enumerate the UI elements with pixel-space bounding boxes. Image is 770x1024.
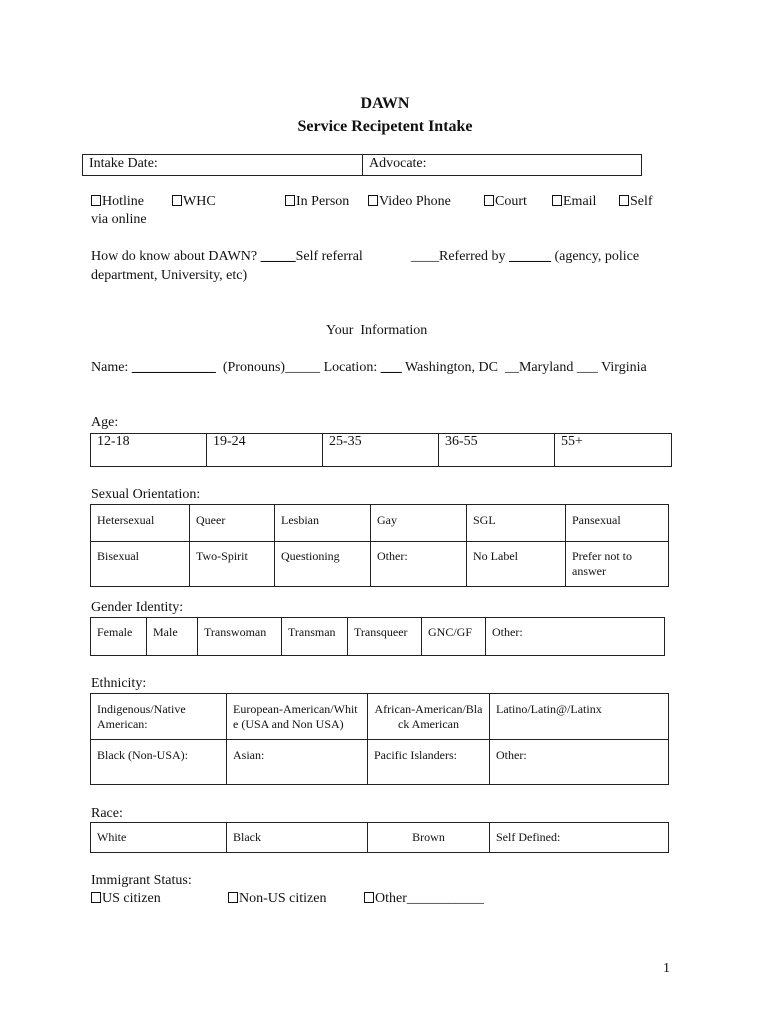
- gender-option[interactable]: Transman: [282, 618, 348, 656]
- race-option[interactable]: White: [91, 823, 227, 853]
- gender-option[interactable]: Female: [91, 618, 147, 656]
- maryland-option[interactable]: __Maryland: [504, 360, 574, 375]
- race-table: [90, 822, 669, 853]
- checkbox-icon: [91, 892, 101, 903]
- virginia-blank[interactable]: ___: [576, 360, 598, 375]
- orientation-option[interactable]: Other:: [371, 542, 467, 587]
- orientation-option[interactable]: Gay: [371, 505, 467, 542]
- intake-date-field[interactable]: [83, 155, 363, 176]
- checkbox-hotline[interactable]: Hotline: [91, 194, 144, 210]
- gender-option[interactable]: Male: [147, 618, 198, 656]
- checkbox-icon: [484, 195, 494, 206]
- orientation-option[interactable]: SGL: [467, 505, 566, 542]
- orientation-option[interactable]: Prefer not to answer: [566, 542, 669, 587]
- ethnicity-option[interactable]: Latino/Latin@/Latinx: [490, 694, 669, 740]
- name-location-line: Name: ____________ (Pronouns)_____ Location: ___ Washington, DC __Maryland ___ Virginia: [91, 360, 647, 375]
- orientation-option[interactable]: No Label: [467, 542, 566, 587]
- via-online-text: via online: [91, 212, 147, 227]
- ethnicity-option[interactable]: Indigenous/Native American:: [91, 694, 227, 740]
- checkbox-icon: [364, 892, 374, 903]
- ethnicity-option[interactable]: European-American/White (USA and Non USA): [227, 694, 368, 740]
- page-number: 1: [663, 961, 670, 976]
- age-label: Age:: [91, 415, 119, 430]
- gender-option[interactable]: Other:: [486, 618, 665, 656]
- org-name: DAWN: [360, 95, 410, 112]
- race-option[interactable]: Self Defined:: [490, 823, 669, 853]
- pronouns-field[interactable]: (Pronouns)_____: [222, 360, 321, 375]
- age-option[interactable]: 12-18: [91, 434, 207, 467]
- race-option[interactable]: Black: [227, 823, 368, 853]
- advocate-label: Advocate:: [369, 156, 427, 171]
- gender-identity-table: [90, 617, 665, 656]
- orientation-option[interactable]: Two-Spirit: [190, 542, 275, 587]
- ethnicity-label: Ethnicity:: [91, 676, 147, 691]
- sexual-orientation-label: Sexual Orientation:: [91, 487, 201, 502]
- name-blank[interactable]: ____________: [131, 360, 216, 375]
- referred-by-line: ____Referred by ______ (agency, police: [411, 249, 640, 264]
- checkbox-whc[interactable]: WHC: [172, 194, 216, 210]
- washington-blank[interactable]: ___: [380, 360, 402, 375]
- checkbox-in-person[interactable]: In Person: [285, 194, 349, 210]
- immigrant-status-label: Immigrant Status:: [91, 873, 192, 888]
- orientation-option[interactable]: Lesbian: [275, 505, 371, 542]
- agency-blank[interactable]: ______: [508, 249, 551, 264]
- gender-identity-label: Gender Identity:: [91, 600, 184, 615]
- checkbox-icon: [285, 195, 295, 206]
- checkbox-non-us-citizen[interactable]: Non-US citizen: [228, 891, 326, 907]
- race-option[interactable]: Brown: [368, 823, 490, 853]
- orientation-option[interactable]: Queer: [190, 505, 275, 542]
- age-option[interactable]: 19-24: [207, 434, 323, 467]
- ethnicity-option[interactable]: Black (Non-USA):: [91, 740, 227, 785]
- ethnicity-table: [90, 693, 669, 785]
- gender-option[interactable]: GNC/GF: [422, 618, 486, 656]
- checkbox-other-status[interactable]: Other___________: [364, 891, 484, 907]
- ethnicity-option[interactable]: Asian:: [227, 740, 368, 785]
- checkbox-icon: [619, 195, 629, 206]
- intake-table: [82, 154, 642, 176]
- checkbox-us-citizen[interactable]: US citizen: [91, 891, 161, 907]
- orientation-option[interactable]: Hetersexual: [91, 505, 190, 542]
- gender-option[interactable]: Transwoman: [198, 618, 282, 656]
- orientation-option[interactable]: Bisexual: [91, 542, 190, 587]
- form-title: Service Recipetent Intake: [297, 118, 473, 135]
- checkbox-court[interactable]: Court: [484, 194, 527, 210]
- age-option[interactable]: 25-35: [323, 434, 439, 467]
- self-referral-blank[interactable]: _____: [260, 249, 296, 264]
- checkbox-icon: [91, 195, 101, 206]
- orientation-option[interactable]: Pansexual: [566, 505, 669, 542]
- checkbox-icon: [552, 195, 562, 206]
- checkbox-self[interactable]: Self: [619, 194, 653, 210]
- referral-question-line: How do know about DAWN? _____Self referral: [91, 249, 363, 264]
- checkbox-icon: [368, 195, 378, 206]
- your-information-heading: Your Information: [326, 323, 428, 338]
- advocate-field[interactable]: [363, 155, 642, 176]
- age-option[interactable]: 36-55: [439, 434, 555, 467]
- race-label: Race:: [91, 806, 123, 821]
- checkbox-video-phone[interactable]: Video Phone: [368, 194, 451, 210]
- orientation-option[interactable]: Questioning: [275, 542, 371, 587]
- age-table: [90, 433, 672, 467]
- ethnicity-option[interactable]: African-American/Black American: [368, 694, 490, 740]
- checkbox-icon: [172, 195, 182, 206]
- gender-option[interactable]: Transqueer: [348, 618, 422, 656]
- checkbox-icon: [228, 892, 238, 903]
- ethnicity-option[interactable]: Pacific Islanders:: [368, 740, 490, 785]
- agency-note-continued: department, University, etc): [91, 268, 248, 283]
- referred-by-blank[interactable]: ____: [411, 249, 439, 264]
- intake-date-label: Intake Date:: [89, 156, 158, 171]
- ethnicity-option[interactable]: Other:: [490, 740, 669, 785]
- checkbox-email[interactable]: Email: [552, 194, 596, 210]
- age-option[interactable]: 55+: [555, 434, 672, 467]
- sexual-orientation-table: [90, 504, 669, 587]
